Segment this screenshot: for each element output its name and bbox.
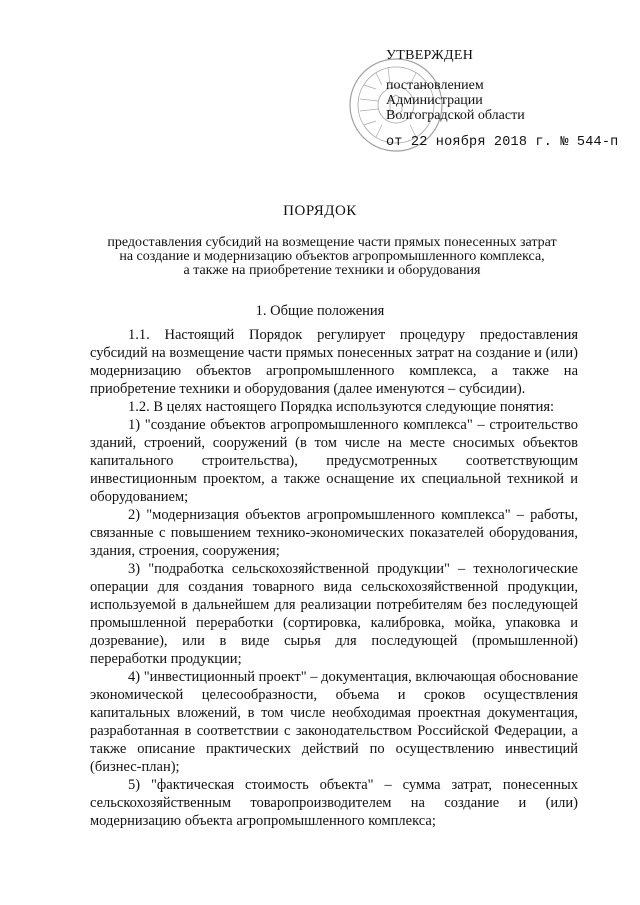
definition-item-1: 1) "создание объектов агропромышленного комплекса" – строительство зданий, строений, сооружений (в том числе на месте сносимых объектов капитального строительства), предусмотренных соответствующим инвестиционным проектом, а также оснащение их специальной техникой и оборудованием; — [90, 417, 578, 505]
section-heading: 1. Общие положения — [255, 303, 385, 319]
approval-by-line-2: Администрации — [386, 93, 483, 108]
subtitle-line: а также на приобретение техники и оборудования — [183, 263, 481, 278]
approval-date-number: от 22 ноября 2018 г. № 544-п — [386, 135, 619, 150]
approval-title: УТВЕРЖДЕН — [386, 48, 474, 63]
document-title: ПОРЯДОК — [283, 203, 357, 219]
definition-item-5: 5) "фактическая стоимость объекта" – сумма затрат, понесенных сельскохозяйственным товаропроизводителем на создание и (или) модернизацию объекта агропромышленного комплекса; — [90, 777, 578, 829]
subtitle-line: предоставления субсидий на возмещение части прямых понесенных затрат — [107, 235, 557, 250]
document-subtitle — [82, 236, 582, 278]
paragraph-1-1: 1.1. Настоящий Порядок регулирует процедуру предоставления субсидий на возмещение части прямых понесенных затрат на создание и (или) модернизацию объектов агропромышленного комплекса, а также на приобретение техники и оборудования (далее именуются – субсидии). — [90, 327, 578, 397]
definition-item-3: 3) "подработка сельскохозяйственной продукции" – технологические операции для создания товарного вида сельскохозяйственной продукции, используемой в дальнейшем для реализации потребителям без последующей промышленной переработки (сортировка, калибровка, мойка, упаковка и дозревание), или в виде сырья для последующей (промышленной) переработки продукции; — [90, 561, 578, 667]
definition-item-4: 4) "инвестиционный проект" – документация, включающая обоснование экономической целесообразности, объема и сроков осуществления капитальных вложений, в том числе необходимая проектная документация, разработанная в соответствии с законодательством Российской Федерации, а также описание практических действий по осуществлению инвестиций (бизнес-план); — [90, 669, 579, 775]
paragraph-1-2: 1.2. В целях настоящего Порядка используются следующие понятия: — [128, 399, 555, 415]
approval-by-line-1: постановлением — [386, 78, 484, 93]
approval-by-line-3: Волгоградской области — [386, 108, 525, 123]
approval-block — [386, 48, 636, 150]
document-body — [90, 326, 578, 830]
subtitle-line: на создание и модернизацию объектов агропромышленного комплекса, — [119, 249, 545, 264]
definition-item-2: 2) "модернизация объектов агропромышленного комплекса" – работы, связанные с повышением технико-экономических показателей оборудования, здания, строения, сооружения; — [90, 507, 578, 559]
